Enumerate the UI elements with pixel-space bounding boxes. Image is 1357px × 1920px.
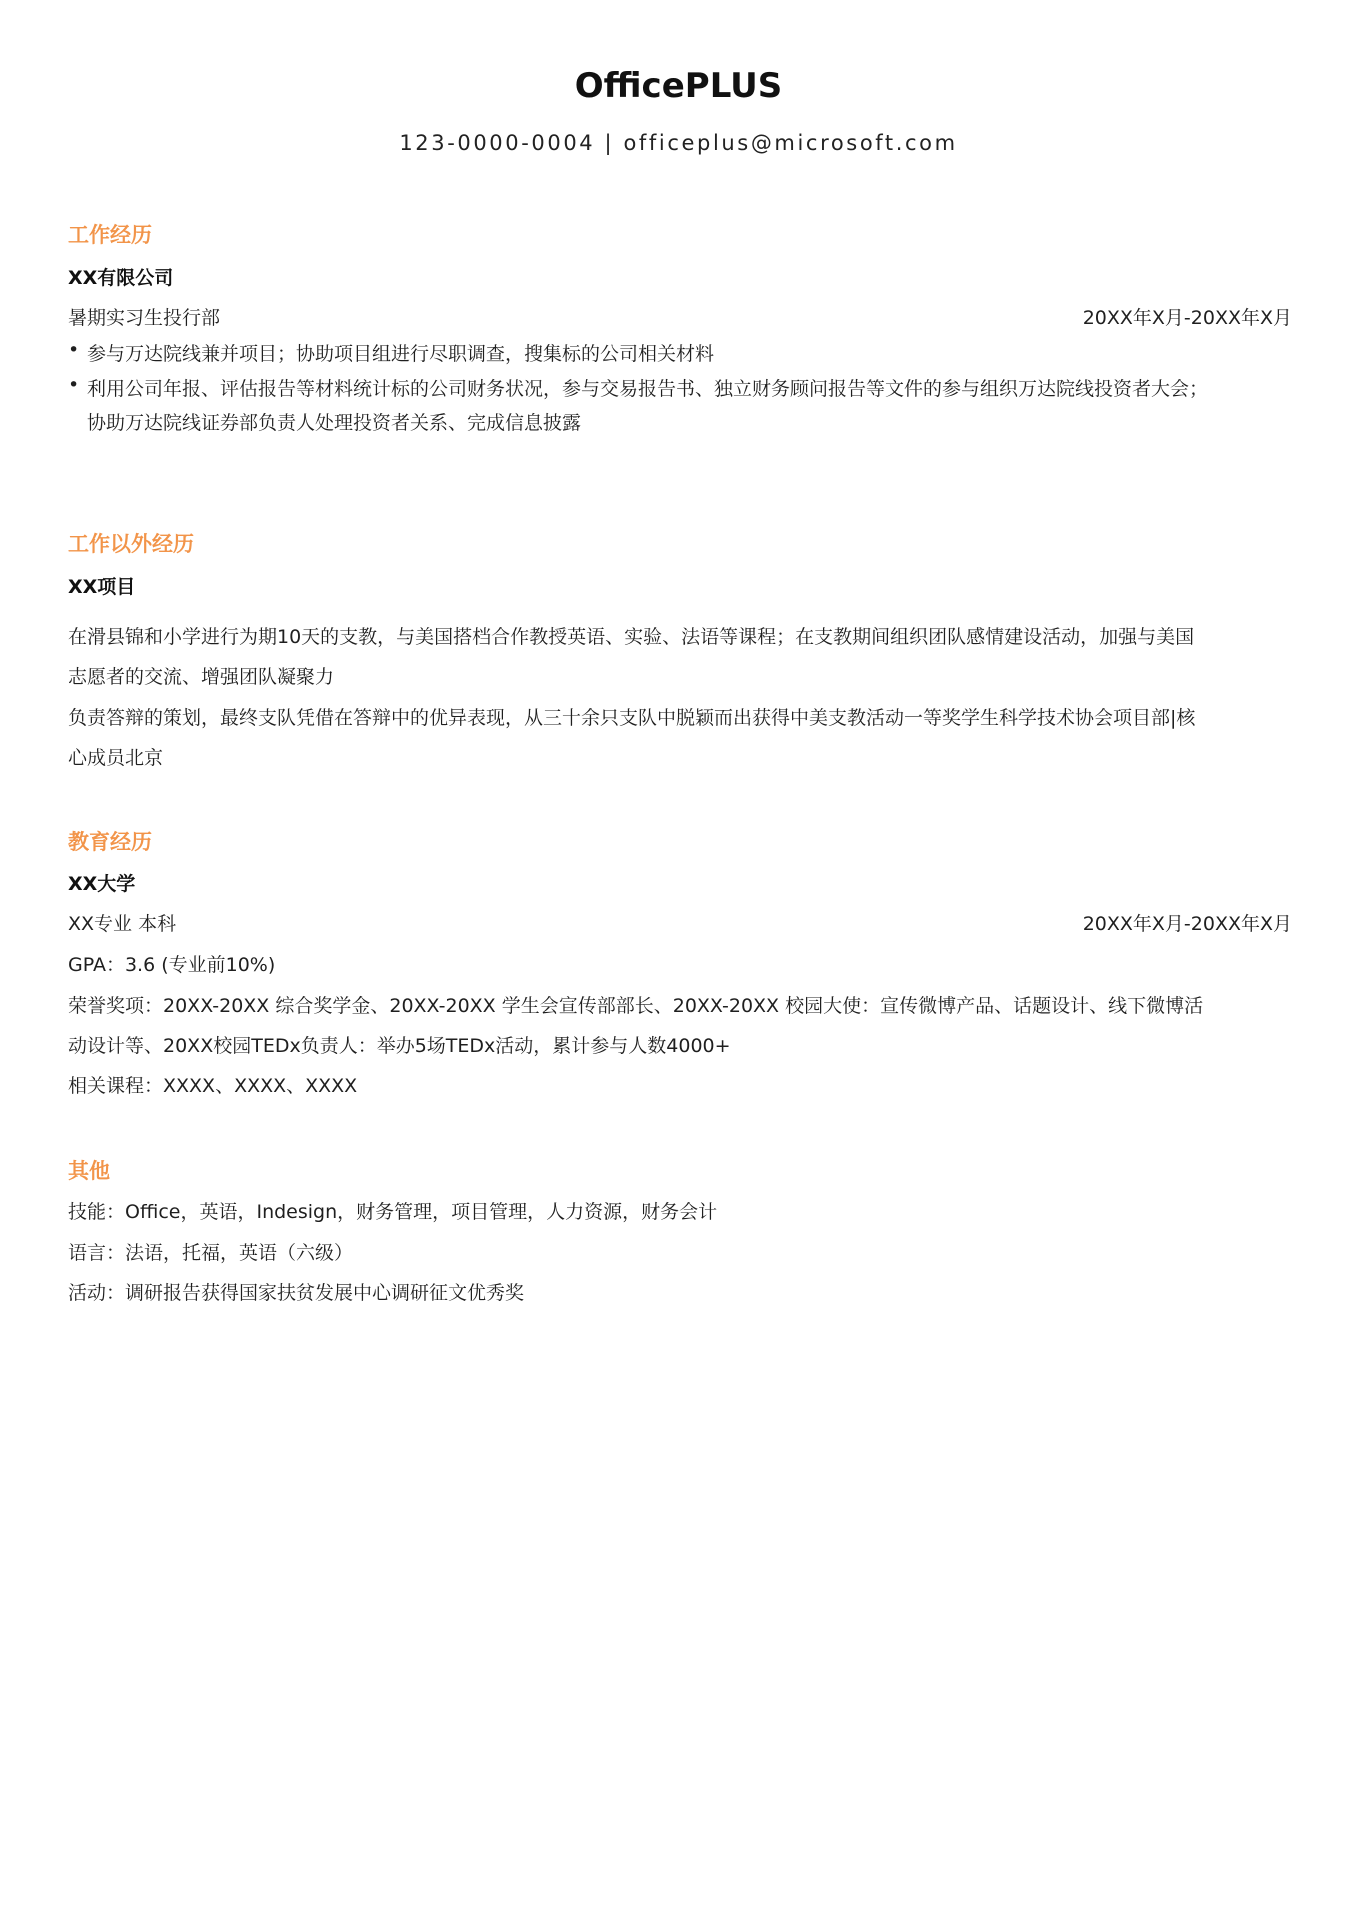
- extra-line-3: 负责答辩的策划，最终支队凭借在答辩中的优异表现，从三十余只支队中脱颖而出获得中美支教活动一等奖学生科学技术协会项目部|核: [68, 707, 1196, 729]
- job-date: 20XX年X月-20XX年X月: [1082, 307, 1292, 329]
- extra-line-1: 在滑县锦和小学进行为期10天的支教，与美国搭档合作教授英语、实验、法语等课程；在支教期间组织团队感情建设活动，加强与美国: [68, 626, 1195, 648]
- extra-line-2: 志愿者的交流、增强团队凝聚力: [68, 666, 335, 688]
- work-bullet-2-line-1: 利用公司年报、评估报告等材料统计标的公司财务状况，参与交易报告书、独立财务顾问报告等文件的参与组织万达院线投资者大会；: [87, 378, 1209, 400]
- extra-line-4: 心成员北京: [68, 747, 164, 769]
- school-name: XX大学: [68, 873, 136, 895]
- work-bullet-2-line-2: 协助万达院线证券部负责人处理投资者关系、完成信息披露: [87, 412, 582, 434]
- section-title-other: 其他: [68, 1159, 110, 1183]
- company-name: XX有限公司: [68, 267, 174, 289]
- gpa: GPA：3.6 (专业前10%): [68, 954, 276, 976]
- languages: 语言：法语，托福，英语（六级）: [68, 1242, 354, 1264]
- bullet-symbol: •: [68, 374, 80, 396]
- skills: 技能：Office，英语，Indesign，财务管理，项目管理，人力资源，财务会计: [68, 1201, 718, 1223]
- activities: 活动：调研报告获得国家扶贫发展中心调研征文优秀奖: [68, 1282, 525, 1304]
- section-title-extra: 工作以外经历: [68, 532, 194, 556]
- candidate-name: OfficePLUS: [574, 66, 783, 106]
- project-name: XX项目: [68, 576, 136, 598]
- bullet-symbol: •: [68, 339, 80, 361]
- section-title-education: 教育经历: [68, 830, 152, 854]
- work-bullet-1: 参与万达院线兼并项目；协助项目组进行尽职调查，搜集标的公司相关材料: [87, 343, 715, 365]
- section-title-work: 工作经历: [68, 223, 152, 247]
- job-role: 暑期实习生投行部: [68, 307, 221, 329]
- major-degree: XX专业 本科: [68, 913, 177, 935]
- courses: 相关课程：XXXX、XXXX、XXXX: [68, 1075, 358, 1097]
- honors-line-2: 动设计等、20XX校园TEDx负责人：举办5场TEDx活动，累计参与人数4000+: [68, 1035, 731, 1057]
- education-date: 20XX年X月-20XX年X月: [1082, 913, 1292, 935]
- contact-info: 123-0000-0004 | officeplus@microsoft.com: [399, 131, 958, 155]
- honors-line-1: 荣誉奖项：20XX-20XX 综合奖学金、20XX-20XX 学生会宣传部部长、20XX-20XX 校园大使：宣传微博产品、话题设计、线下微博活: [68, 995, 1204, 1017]
